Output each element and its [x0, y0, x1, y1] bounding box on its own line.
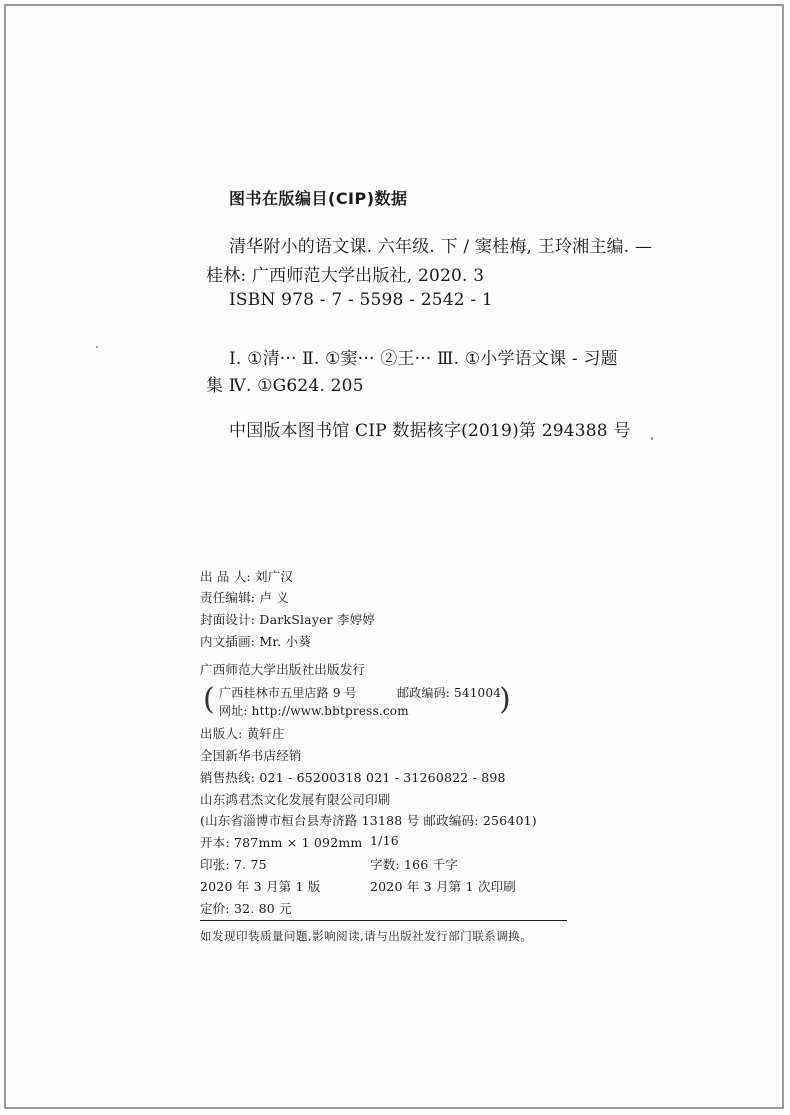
price: 定价: 32. 80 元: [200, 901, 292, 916]
cip-classification: Ⅰ. ①清··· Ⅱ. ①窦··· ②王··· Ⅲ. ①小学语文课 - 习题: [229, 349, 618, 369]
cip-classification-cont: 集 Ⅳ. ①G624. 205: [206, 376, 364, 396]
cover-design: 封面设计: DarkSlayer 李婷婷: [200, 612, 376, 627]
publisher-address: 广西桂林市五里店路 9 号: [219, 686, 357, 700]
printer: 山东鸿君杰文化发展有限公司印刷: [200, 792, 391, 807]
cip-record-number: 中国版本图书馆 CIP 数据核字(2019)第 294388 号: [229, 421, 631, 441]
edition: 2020 年 3 月第 1 版: [200, 879, 321, 894]
responsible-editor: 责任编辑: 卢 义: [200, 590, 289, 605]
distributor: 全国新华书店经销: [200, 748, 302, 763]
quality-note: 如发现印装质量问题,影响阅读,请与出版社发行部门联系调换。: [200, 929, 533, 943]
cip-title: 图书在版编目(CIP)数据: [229, 189, 408, 208]
printer-address: (山东省淄博市桓台县寿济路 13188 号 邮政编码: 256401): [200, 813, 537, 828]
publisher-address-block: [203, 681, 513, 719]
word-count: 字数: 166 千字: [370, 857, 459, 872]
illustration: 内文插画: Mr. 小葵: [200, 634, 311, 649]
printing: 2020 年 3 月第 1 次印刷: [370, 879, 516, 894]
publisher-person: 出版人: 黄轩庄: [200, 726, 285, 741]
paper-speck: [96, 346, 98, 348]
cip-line-1: 清华附小的语文课. 六年级. 下 / 窦桂梅, 王玲湘主编. —: [229, 237, 653, 257]
publisher: 广西师范大学出版社出版发行: [200, 662, 366, 677]
cip-isbn: ISBN 978 - 7 - 5598 - 2542 - 1: [229, 290, 493, 310]
bracket-left: (: [203, 682, 215, 717]
printed-sheets: 印张: 7. 75: [200, 857, 267, 872]
cip-line-2: 桂林: 广西师范大学出版社, 2020. 3: [206, 266, 485, 286]
divider-rule: [200, 920, 567, 921]
sales-hotline: 销售热线: 021 - 65200318 021 - 31260822 - 898: [200, 770, 506, 785]
publisher-website: 网址: http://www.bbtpress.com: [219, 704, 409, 718]
bracket-right: ): [499, 682, 511, 717]
book-format: 开本: 787mm × 1 092mm: [200, 835, 363, 850]
paper-speck: [651, 437, 653, 440]
book-format-fold: 1/16: [370, 833, 399, 848]
address-line: [219, 684, 502, 701]
producer: 出 品 人: 刘广汉: [200, 569, 294, 584]
publisher-postcode: 邮政编码: 541004: [397, 686, 502, 700]
